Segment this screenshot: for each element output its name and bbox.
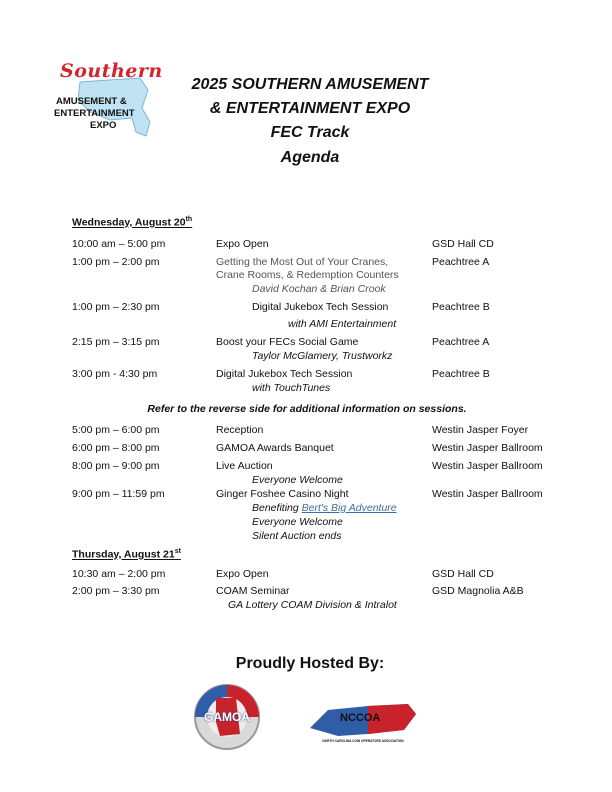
day1-date: Wednesday, August 20th: [72, 216, 193, 229]
logo-line-entertainment: ENTERTAINMENT: [54, 108, 135, 119]
session-location: Peachtree B: [432, 301, 490, 313]
event-time: 6:00 pm – 8:00 pm: [72, 442, 160, 454]
header-track: FEC Track: [270, 124, 350, 141]
event-location: Westin Jasper Foyer: [432, 424, 529, 436]
session-location: Peachtree B: [432, 368, 490, 380]
session-location: GSD Hall CD: [432, 568, 494, 580]
event-title: Ginger Foshee Casino Night: [216, 488, 349, 500]
session-location: GSD Magnolia A&B: [432, 585, 524, 597]
header-line-1: 2025 SOUTHERN AMUSEMENT: [191, 76, 429, 93]
session-location: Peachtree A: [432, 336, 490, 348]
session-time: 10:00 am – 5:00 pm: [72, 238, 166, 250]
hosted-by-heading: Proudly Hosted By:: [235, 655, 385, 672]
nccoa-logo: [308, 700, 418, 748]
session-location: GSD Hall CD: [432, 238, 494, 250]
berts-big-adventure-link[interactable]: Bert's Big Adventure: [301, 502, 397, 514]
reverse-side-note: Refer to the reverse side for additional information on sessions.: [147, 403, 467, 415]
session-title: Getting the Most Out of Your Cranes,: [216, 256, 389, 268]
event-title: GAMOA Awards Banquet: [216, 442, 334, 454]
event-note: Everyone Welcome: [252, 516, 343, 528]
gamoa-text: GAMOA: [204, 710, 250, 724]
session-time: 2:15 pm – 3:15 pm: [72, 336, 160, 348]
session-speaker: with TouchTunes: [252, 382, 331, 394]
session-title: COAM Seminar: [216, 585, 290, 597]
header-agenda: Agenda: [280, 149, 340, 166]
header-line-2: & ENTERTAINMENT EXPO: [209, 100, 411, 117]
expo-logo: [50, 60, 163, 140]
event-title: Live Auction: [216, 460, 273, 472]
logo-title: Southern: [60, 60, 163, 82]
event-location: Westin Jasper Ballroom: [432, 442, 543, 454]
event-time: 8:00 pm – 9:00 pm: [72, 460, 160, 472]
session-speaker: David Kochan & Brian Crook: [252, 283, 386, 295]
session-title: Digital Jukebox Tech Session: [216, 368, 353, 380]
event-time: 9:00 pm – 11:59 pm: [72, 488, 165, 500]
logo-line-expo: EXPO: [90, 120, 117, 131]
event-note: Silent Auction ends: [252, 530, 342, 542]
day2-date: Thursday, August 21st: [72, 548, 181, 561]
session-time: 10:30 am – 2:00 pm: [72, 568, 166, 580]
session-time: 3:00 pm - 4:30 pm: [72, 368, 158, 380]
nccoa-text: NCCOA: [340, 712, 381, 724]
event-location: Westin Jasper Ballroom: [432, 488, 543, 500]
nccoa-subtitle: NORTH CAROLINA COIN OPERATORS ASSOCIATION: [322, 739, 404, 743]
event-note: Everyone Welcome: [252, 474, 343, 486]
session-time: 2:00 pm – 3:30 pm: [72, 585, 160, 597]
session-time: 1:00 pm – 2:00 pm: [72, 256, 160, 268]
session-speaker: GA Lottery COAM Division & Intralot: [228, 599, 397, 611]
session-title-cont: Crane Rooms, & Redemption Counters: [216, 269, 399, 281]
logo-line-amusement: AMUSEMENT &: [56, 96, 127, 107]
session-title: Expo Open: [216, 568, 269, 580]
event-title: Reception: [216, 424, 264, 436]
session-title: Expo Open: [216, 238, 269, 250]
event-location: Westin Jasper Ballroom: [432, 460, 543, 472]
session-location: Peachtree A: [432, 256, 490, 268]
session-speaker: with AMI Entertainment: [288, 318, 397, 330]
event-benefit: Benefiting Bert's Big Adventure: [252, 502, 397, 514]
session-time: 1:00 pm – 2:30 pm: [72, 301, 160, 313]
session-title: Boost your FECs Social Game: [216, 336, 359, 348]
gamoa-logo: [192, 682, 262, 752]
session-title: Digital Jukebox Tech Session: [252, 301, 389, 313]
event-time: 5:00 pm – 6:00 pm: [72, 424, 160, 436]
session-speaker: Taylor McGlamery, Trustworkz: [252, 350, 393, 362]
